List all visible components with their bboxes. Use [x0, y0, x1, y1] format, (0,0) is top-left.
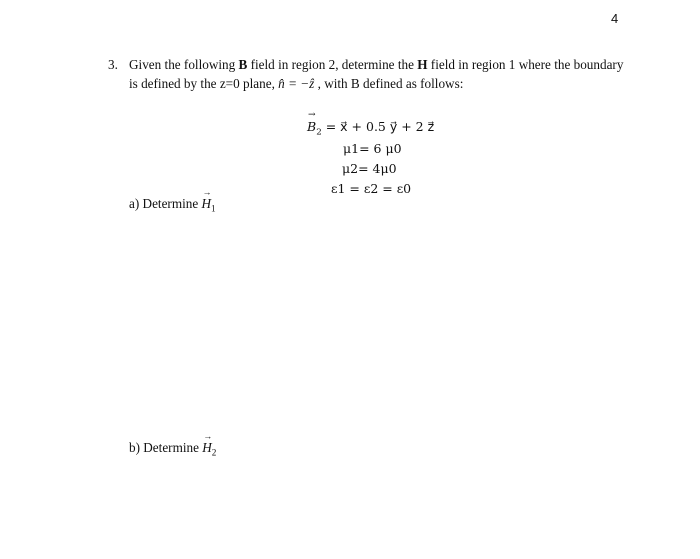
mu2-equation: μ2= 4μ0	[342, 161, 397, 176]
b2-subscript: 2	[316, 127, 322, 138]
h2-subscript: 2	[211, 447, 217, 458]
part-b	[129, 440, 216, 458]
problem-line2-end: , with B defined as follows:	[314, 76, 464, 91]
h1-symbol: → H	[202, 196, 212, 212]
b2-expression: = x⃗ + 0.5 y⃗ + 2 z⃗	[321, 119, 435, 134]
problem-text	[129, 55, 628, 93]
epsilon-equation: ε1 = ε2 = ε0	[331, 181, 412, 196]
problem-line1-start: Given the following	[129, 57, 239, 72]
part-a	[129, 196, 216, 214]
b2-symbol: → B	[307, 119, 316, 134]
problem-line1-middle: field in region 2, determine the	[247, 57, 418, 72]
b2-equation	[307, 119, 434, 138]
part-b-label: b) Determine	[129, 440, 203, 455]
problem-number: 3.	[108, 57, 118, 72]
h1-subscript: 1	[211, 203, 216, 214]
bold-h: H	[417, 57, 428, 72]
problem-line2-start: is defined by the z=0 plane,	[129, 76, 279, 91]
h2-symbol: → H	[202, 440, 212, 456]
bold-b: B	[238, 57, 248, 72]
mu1-equation: μ1= 6 μ0	[343, 141, 402, 156]
page-number: 4	[611, 11, 619, 26]
problem-statement	[108, 55, 628, 93]
part-a-label: a) Determine	[129, 196, 202, 211]
normal-vector: n̂ = −ẑ	[278, 76, 315, 91]
problem-line1-end: field in region 1 where the boundary	[427, 57, 624, 72]
